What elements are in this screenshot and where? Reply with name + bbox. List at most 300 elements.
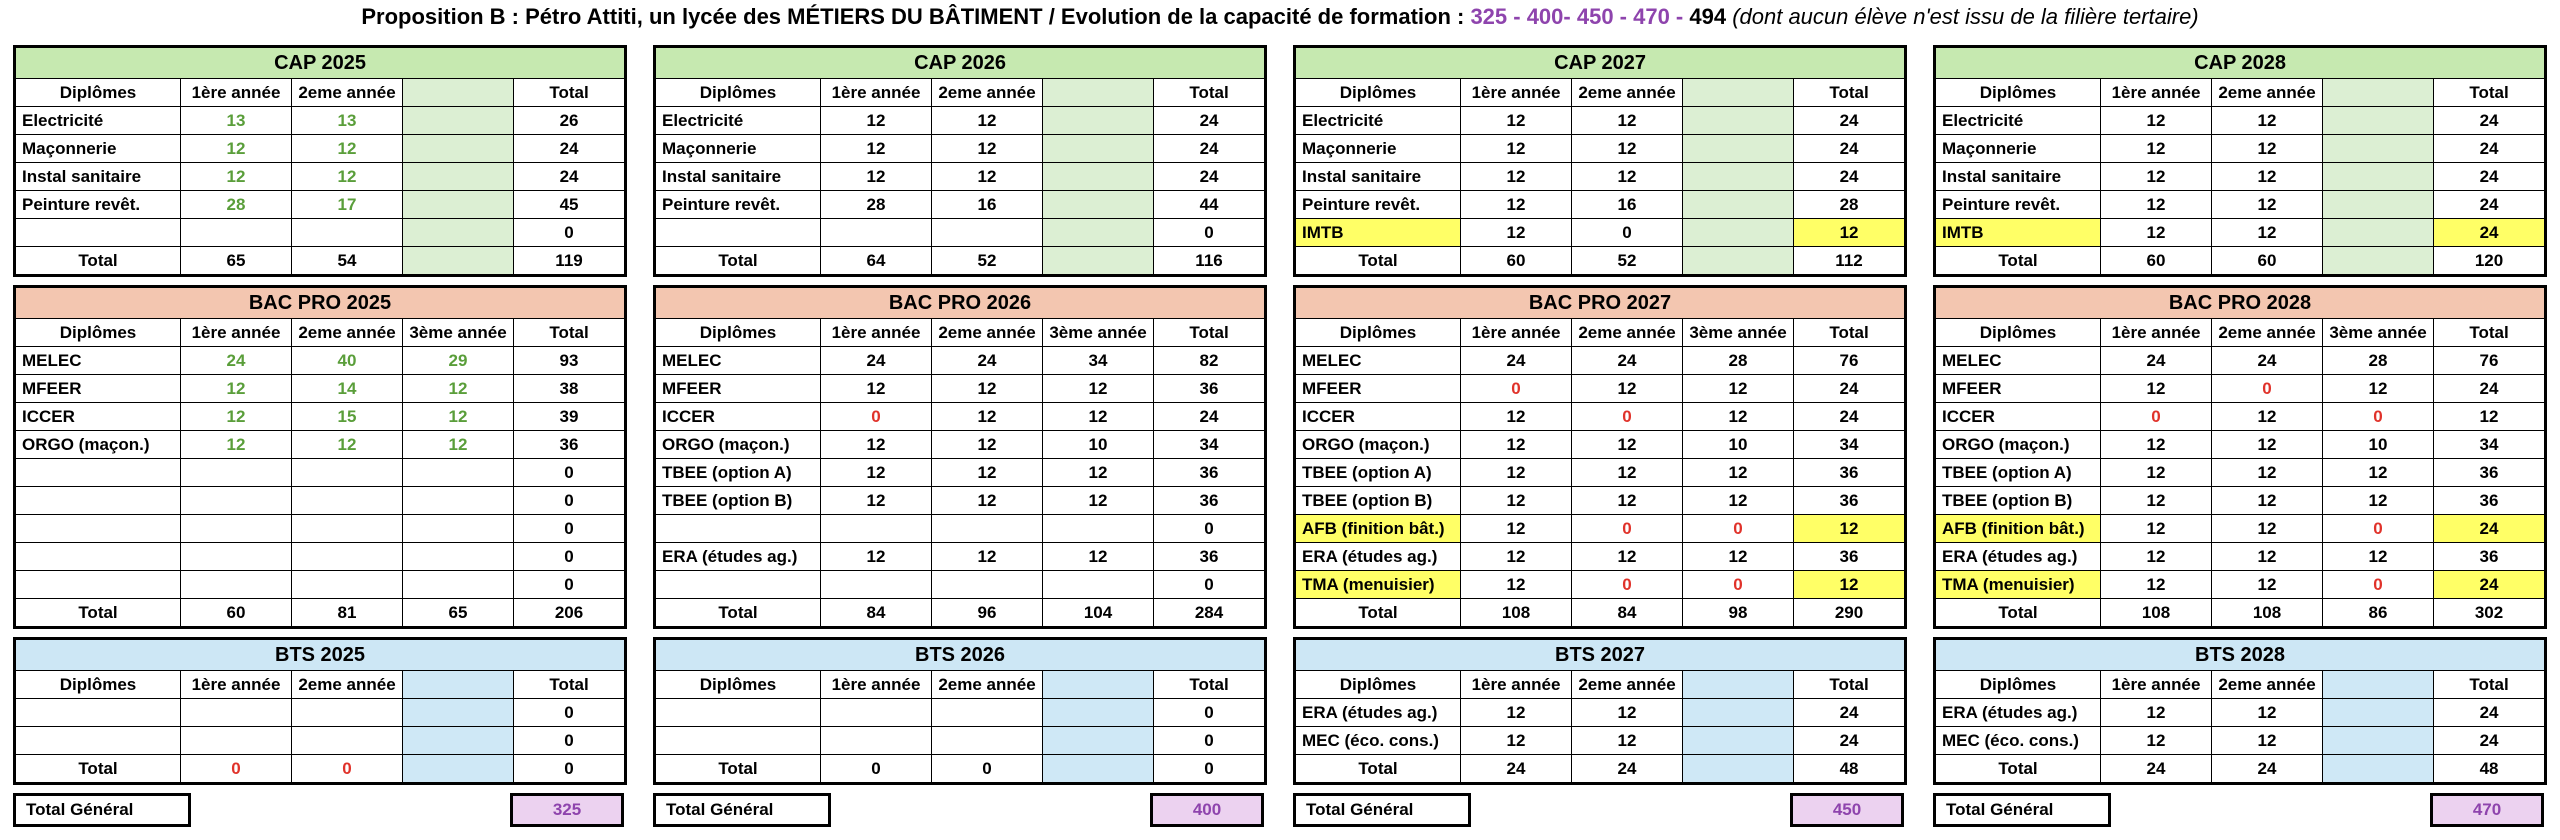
shaded-cell (1043, 699, 1154, 727)
cell-year2: 12 (932, 107, 1043, 135)
header-row (655, 319, 1266, 347)
row-label: ERA (études ag.) (1295, 699, 1461, 727)
cell-total: 24 (1154, 403, 1266, 431)
bac-table-2028 (1933, 285, 2547, 629)
col-header-year2: 2eme année (292, 79, 403, 107)
title-capacity-sequence: 325 - 400- 450 - 470 - (1464, 4, 1690, 29)
col-header-year2: 2eme année (932, 319, 1043, 347)
table-row (15, 727, 626, 755)
cell-total: 24 (1794, 727, 1906, 755)
row-label: MELEC (1935, 347, 2101, 375)
cap-table-2027 (1293, 45, 1907, 277)
row-label: Instal sanitaire (655, 163, 821, 191)
cell-total: 76 (2434, 347, 2546, 375)
header-row (1935, 319, 2546, 347)
total-year1: 24 (2101, 755, 2212, 784)
row-label: TBEE (option A) (1935, 459, 2101, 487)
cell-total: 24 (2434, 163, 2546, 191)
table-row (1295, 543, 1906, 571)
cell-total: 24 (1154, 107, 1266, 135)
row-label: Peinture revêt. (15, 191, 181, 219)
cell-year1 (821, 699, 932, 727)
cell-year3: 10 (1043, 431, 1154, 459)
row-label (15, 515, 181, 543)
cell-year1 (181, 727, 292, 755)
table-row (1935, 515, 2546, 543)
table-title: BAC PRO 2026 (655, 287, 1266, 319)
col-header-year2: 2eme année (292, 671, 403, 699)
cell-year1: 0 (2101, 403, 2212, 431)
table-row (1935, 375, 2546, 403)
cell-total: 28 (1794, 191, 1906, 219)
total-sum: 284 (1154, 599, 1266, 628)
general-total-value: 400 (1150, 793, 1264, 827)
cell-total: 24 (2434, 219, 2546, 247)
cell-year2: 12 (2212, 163, 2323, 191)
cell-year3 (403, 487, 514, 515)
table-row (1935, 727, 2546, 755)
cell-total: 36 (1794, 543, 1906, 571)
row-label (15, 571, 181, 599)
col-header-year1: 1ère année (2101, 79, 2212, 107)
row-label: Peinture revêt. (1295, 191, 1461, 219)
total-sum: 48 (1794, 755, 1906, 784)
table-row (1295, 699, 1906, 727)
cell-year2: 12 (1572, 727, 1683, 755)
cell-year1: 24 (821, 347, 932, 375)
total-sum: 116 (1154, 247, 1266, 276)
bts-table-2025 (13, 637, 627, 785)
cell-year2: 12 (932, 403, 1043, 431)
cell-year2: 12 (292, 431, 403, 459)
col-header-year3: 3ème année (2323, 319, 2434, 347)
total-year1: 108 (1461, 599, 1572, 628)
col-header-year2: 2eme année (2212, 319, 2323, 347)
general-total-label: Total Général (653, 793, 831, 827)
cell-total: 24 (2434, 571, 2546, 599)
cell-year3: 0 (1683, 571, 1794, 599)
shaded-cell (2323, 79, 2434, 107)
cell-year2: 12 (2212, 403, 2323, 431)
table-row (15, 699, 626, 727)
col-header-total: Total (514, 671, 626, 699)
cell-total: 39 (514, 403, 626, 431)
cell-total: 36 (1154, 375, 1266, 403)
cell-year3: 12 (1043, 487, 1154, 515)
cell-total: 34 (1794, 431, 1906, 459)
cell-year3: 12 (1683, 375, 1794, 403)
total-label: Total (1935, 599, 2101, 628)
cell-year2: 12 (2212, 727, 2323, 755)
table-row (655, 487, 1266, 515)
row-label: Instal sanitaire (15, 163, 181, 191)
shaded-cell (1043, 727, 1154, 755)
total-sum: 0 (514, 755, 626, 784)
col-header-year1: 1ère année (2101, 671, 2212, 699)
row-label: MELEC (1295, 347, 1461, 375)
cell-total: 93 (514, 347, 626, 375)
table-row (1935, 543, 2546, 571)
cell-year1: 24 (1461, 347, 1572, 375)
shaded-cell (1683, 755, 1794, 784)
cell-year2 (292, 543, 403, 571)
cell-year1: 12 (821, 107, 932, 135)
total-year2: 0 (292, 755, 403, 784)
col-header-diplomes: Diplômes (655, 671, 821, 699)
shaded-cell (403, 219, 514, 247)
cell-year3: 12 (1683, 487, 1794, 515)
row-label: Electricité (1935, 107, 2101, 135)
total-year2: 52 (1572, 247, 1683, 276)
col-header-year2: 2eme année (2212, 671, 2323, 699)
cell-total: 0 (1154, 699, 1266, 727)
general-total-row (1933, 793, 2544, 825)
cell-year2: 12 (2212, 191, 2323, 219)
row-label (15, 727, 181, 755)
total-year1: 0 (821, 755, 932, 784)
cell-year1: 12 (821, 487, 932, 515)
cell-total: 26 (514, 107, 626, 135)
cell-year1: 12 (1461, 699, 1572, 727)
cell-year3 (403, 515, 514, 543)
col-header-diplomes: Diplômes (1935, 671, 2101, 699)
total-label: Total (15, 599, 181, 628)
table-row (1295, 487, 1906, 515)
table-row (1935, 571, 2546, 599)
cell-year2: 0 (1572, 571, 1683, 599)
table-row (15, 191, 626, 219)
total-row (1935, 755, 2546, 784)
row-label: ERA (études ag.) (1935, 699, 2101, 727)
cell-year1: 12 (2101, 191, 2212, 219)
cell-year2: 16 (1572, 191, 1683, 219)
table-title: BTS 2025 (15, 639, 626, 671)
cell-year2: 12 (2212, 543, 2323, 571)
shaded-cell (2323, 699, 2434, 727)
cell-year1: 12 (181, 431, 292, 459)
col-header-year1: 1ère année (1461, 319, 1572, 347)
row-label (15, 543, 181, 571)
total-sum: 112 (1794, 247, 1906, 276)
cap-table-2028 (1933, 45, 2547, 277)
cell-year2: 12 (1572, 375, 1683, 403)
shaded-cell (403, 107, 514, 135)
cell-year1: 12 (2101, 459, 2212, 487)
row-label: MFEER (1295, 375, 1461, 403)
table-row (655, 375, 1266, 403)
cell-year2: 12 (932, 375, 1043, 403)
col-header-year2: 2eme année (2212, 79, 2323, 107)
shaded-cell (1683, 79, 1794, 107)
cell-year3: 12 (403, 431, 514, 459)
cell-year2: 12 (1572, 699, 1683, 727)
col-header-diplomes: Diplômes (1935, 319, 2101, 347)
cell-year1: 12 (821, 431, 932, 459)
cell-year1: 12 (1461, 403, 1572, 431)
table-row (655, 347, 1266, 375)
cell-year1: 0 (1461, 375, 1572, 403)
cap-table-2026 (653, 45, 1267, 277)
cell-total: 0 (514, 543, 626, 571)
total-year2: 54 (292, 247, 403, 276)
total-year2: 52 (932, 247, 1043, 276)
row-label: ICCER (1295, 403, 1461, 431)
cell-year1: 12 (821, 135, 932, 163)
row-label (15, 699, 181, 727)
bac-table-2025 (13, 285, 627, 629)
cell-year2: 12 (2212, 107, 2323, 135)
shaded-cell (1043, 79, 1154, 107)
general-total-value: 450 (1790, 793, 1904, 827)
row-label: MEC (éco. cons.) (1295, 727, 1461, 755)
cell-year1 (181, 543, 292, 571)
cell-year2: 12 (1572, 459, 1683, 487)
row-label: Instal sanitaire (1935, 163, 2101, 191)
total-year3: 98 (1683, 599, 1794, 628)
cell-year3: 12 (1683, 403, 1794, 431)
total-label: Total (1935, 755, 2101, 784)
row-label: MFEER (15, 375, 181, 403)
general-total-label: Total Général (13, 793, 191, 827)
col-header-diplomes: Diplômes (655, 79, 821, 107)
cell-year1: 12 (181, 403, 292, 431)
cell-year1: 12 (821, 543, 932, 571)
total-label: Total (655, 599, 821, 628)
col-header-total: Total (2434, 79, 2546, 107)
cell-total: 24 (2434, 375, 2546, 403)
table-row (15, 403, 626, 431)
header-row (1295, 671, 1906, 699)
table-row (1295, 219, 1906, 247)
total-year2: 24 (1572, 755, 1683, 784)
cell-year2: 12 (1572, 107, 1683, 135)
table-row (15, 219, 626, 247)
total-year2: 84 (1572, 599, 1683, 628)
cell-year2 (932, 515, 1043, 543)
cell-year2 (292, 515, 403, 543)
header-row (655, 79, 1266, 107)
cell-total: 36 (1794, 459, 1906, 487)
row-label (15, 459, 181, 487)
col-header-year3: 3ème année (403, 319, 514, 347)
cell-year1: 28 (821, 191, 932, 219)
cell-year1: 12 (2101, 571, 2212, 599)
cell-year2: 0 (1572, 403, 1683, 431)
cell-year2 (292, 699, 403, 727)
table-row (1935, 459, 2546, 487)
header-row (655, 671, 1266, 699)
page-title (0, 4, 2560, 30)
row-label: ERA (études ag.) (655, 543, 821, 571)
cell-total: 24 (1154, 163, 1266, 191)
cell-year2 (292, 487, 403, 515)
total-row (1295, 755, 1906, 784)
col-header-year1: 1ère année (821, 671, 932, 699)
col-header-diplomes: Diplômes (655, 319, 821, 347)
shaded-cell (1043, 107, 1154, 135)
cell-year2 (932, 219, 1043, 247)
cell-year1: 12 (1461, 543, 1572, 571)
cell-total: 12 (1794, 219, 1906, 247)
row-label: TBEE (option B) (1295, 487, 1461, 515)
general-total-row (653, 793, 1264, 825)
shaded-cell (1683, 107, 1794, 135)
col-header-year1: 1ère année (2101, 319, 2212, 347)
shaded-cell (403, 727, 514, 755)
cell-year3: 34 (1043, 347, 1154, 375)
table-title: BAC PRO 2027 (1295, 287, 1906, 319)
cell-year1: 12 (2101, 163, 2212, 191)
row-label (655, 699, 821, 727)
col-header-diplomes: Diplômes (15, 671, 181, 699)
cell-year1 (821, 515, 932, 543)
total-sum: 119 (514, 247, 626, 276)
cell-year1: 12 (1461, 135, 1572, 163)
cell-year1 (181, 459, 292, 487)
table-row (655, 571, 1266, 599)
row-label (655, 571, 821, 599)
col-header-year3: 3ème année (1043, 319, 1154, 347)
total-sum: 120 (2434, 247, 2546, 276)
general-total-value: 470 (2430, 793, 2544, 827)
table-row (655, 403, 1266, 431)
table-row (1935, 347, 2546, 375)
cell-year3: 12 (2323, 459, 2434, 487)
general-total-value: 325 (510, 793, 624, 827)
cell-year1 (821, 727, 932, 755)
table-row (655, 699, 1266, 727)
cell-total: 76 (1794, 347, 1906, 375)
cell-year3: 10 (1683, 431, 1794, 459)
cell-total: 0 (514, 487, 626, 515)
row-label (655, 515, 821, 543)
col-header-total: Total (1154, 79, 1266, 107)
cell-year2: 12 (932, 163, 1043, 191)
total-year1: 64 (821, 247, 932, 276)
cell-year2: 12 (1572, 543, 1683, 571)
col-header-diplomes: Diplômes (15, 319, 181, 347)
total-year1: 84 (821, 599, 932, 628)
col-header-total: Total (2434, 319, 2546, 347)
table-row (15, 107, 626, 135)
title-final-capacity: 494 (1689, 4, 1727, 29)
total-label: Total (655, 247, 821, 276)
cell-total: 24 (514, 135, 626, 163)
table-title: BTS 2026 (655, 639, 1266, 671)
table-title: CAP 2025 (15, 47, 626, 79)
cell-year1 (181, 699, 292, 727)
table-row (1935, 487, 2546, 515)
cell-year3: 0 (1683, 515, 1794, 543)
table-row (15, 375, 626, 403)
cell-year3: 0 (2323, 403, 2434, 431)
row-label: Maçonnerie (1935, 135, 2101, 163)
cell-year2 (292, 727, 403, 755)
general-total-row (1293, 793, 1904, 825)
cell-year1: 12 (1461, 487, 1572, 515)
cell-total: 0 (514, 219, 626, 247)
cell-year2: 12 (2212, 219, 2323, 247)
table-row (1935, 191, 2546, 219)
cell-year1: 12 (1461, 727, 1572, 755)
cell-total: 45 (514, 191, 626, 219)
col-header-year2: 2eme année (932, 671, 1043, 699)
cell-total: 38 (514, 375, 626, 403)
shaded-cell (1683, 671, 1794, 699)
table-row (655, 135, 1266, 163)
cell-year2 (932, 727, 1043, 755)
cell-year3: 0 (2323, 571, 2434, 599)
cell-total: 36 (514, 431, 626, 459)
row-label: ORGO (maçon.) (655, 431, 821, 459)
cell-total: 0 (514, 459, 626, 487)
table-row (15, 487, 626, 515)
row-label (15, 487, 181, 515)
cell-year2: 12 (1572, 431, 1683, 459)
table-row (15, 163, 626, 191)
total-label: Total (1295, 247, 1461, 276)
total-row (655, 247, 1266, 276)
total-label: Total (655, 755, 821, 784)
table-row (15, 543, 626, 571)
table-row (1295, 135, 1906, 163)
table-row (1295, 347, 1906, 375)
cell-year2: 12 (2212, 699, 2323, 727)
cell-year3 (403, 459, 514, 487)
cell-year1: 12 (2101, 515, 2212, 543)
table-row (655, 219, 1266, 247)
table-row (655, 191, 1266, 219)
row-label: ICCER (655, 403, 821, 431)
table-row (1935, 403, 2546, 431)
header-row (15, 79, 626, 107)
cell-year2: 12 (2212, 487, 2323, 515)
header-row (1935, 79, 2546, 107)
col-header-diplomes: Diplômes (1295, 671, 1461, 699)
table-row (1295, 515, 1906, 543)
cell-total: 36 (2434, 459, 2546, 487)
cell-year2 (292, 571, 403, 599)
cell-year1: 12 (1461, 107, 1572, 135)
total-label: Total (1295, 599, 1461, 628)
cell-year3 (1043, 571, 1154, 599)
row-label: MEC (éco. cons.) (1935, 727, 2101, 755)
cell-year3: 12 (403, 403, 514, 431)
table-row (15, 135, 626, 163)
col-header-year1: 1ère année (181, 319, 292, 347)
shaded-cell (403, 163, 514, 191)
cell-total: 0 (514, 699, 626, 727)
col-header-total: Total (1794, 79, 1906, 107)
row-label: AFB (finition bât.) (1295, 515, 1461, 543)
row-label: Maçonnerie (1295, 135, 1461, 163)
cell-year1: 12 (2101, 107, 2212, 135)
col-header-diplomes: Diplômes (1295, 79, 1461, 107)
total-year1: 60 (2101, 247, 2212, 276)
table-row (1935, 163, 2546, 191)
shaded-cell (1683, 163, 1794, 191)
table-row (1295, 727, 1906, 755)
cell-year2 (932, 571, 1043, 599)
table-row (1935, 219, 2546, 247)
table-row (1295, 107, 1906, 135)
cell-year1: 12 (2101, 375, 2212, 403)
header-row (1935, 671, 2546, 699)
total-year2: 108 (2212, 599, 2323, 628)
cell-total: 24 (1794, 403, 1906, 431)
year-column-2028 (1933, 45, 2544, 825)
general-total-row (13, 793, 624, 825)
